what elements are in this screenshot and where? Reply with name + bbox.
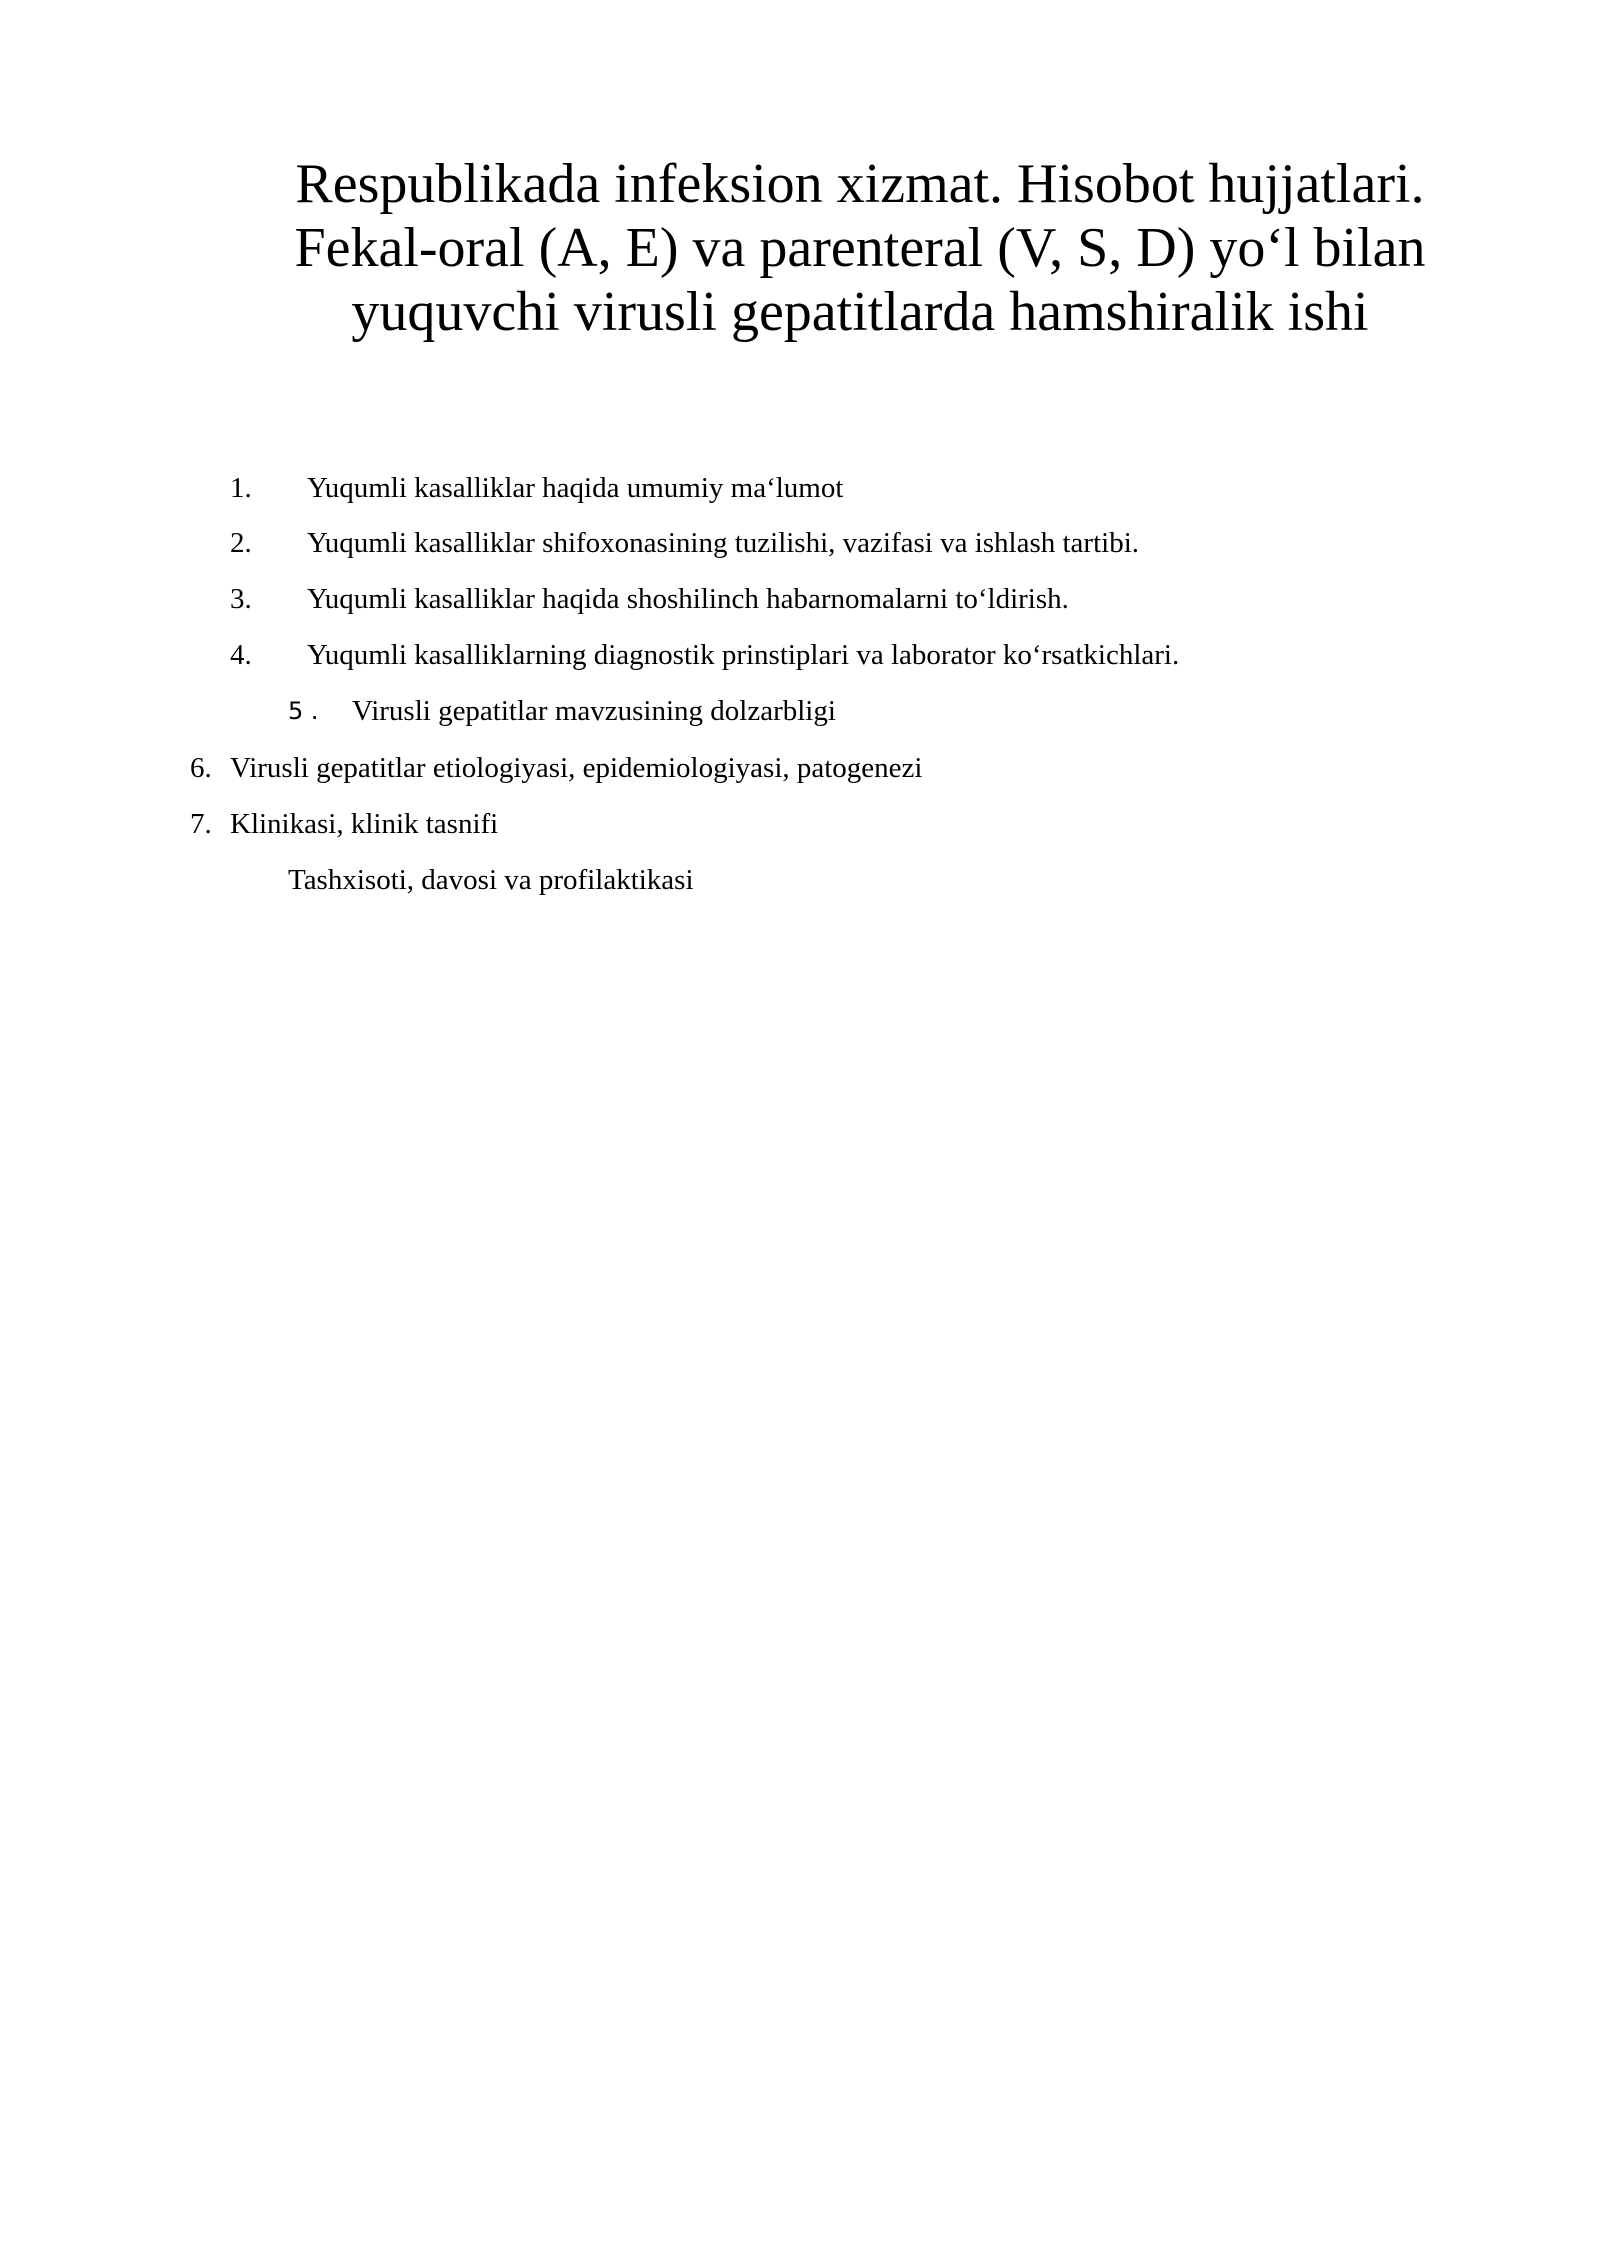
- list-item-number: 3.: [230, 583, 252, 615]
- document-title: [190, 152, 1530, 344]
- list-item-text: Yuqumli kasalliklarning diagnostik prinstiplari va laborator ko‘rsatkichlari.: [307, 639, 1180, 671]
- list-item-text: Yuqumli kasalliklar shifoxonasining tuzilishi, vazifasi va ishlash tartibi.: [307, 527, 1140, 559]
- list-item: [190, 750, 922, 786]
- list-item: [230, 637, 1179, 673]
- list-item-number: 2.: [230, 527, 252, 559]
- list-item-number: 7.: [190, 808, 212, 840]
- list-item-number: 5 .: [288, 697, 319, 725]
- list-item: [190, 806, 498, 842]
- list-item-number: 1.: [230, 472, 252, 504]
- list-item: [230, 470, 843, 506]
- title-line-3: yuquvchi virusli gepatitlarda hamshiralik ishi: [351, 281, 1369, 343]
- list-item-text: Yuqumli kasalliklar haqida shoshilinch habarnomalarni to‘ldirish.: [307, 583, 1069, 615]
- list-item: [230, 581, 1069, 617]
- title-line-1: Respublikada infeksion xizmat. Hisobot hujjatlari.: [295, 153, 1425, 215]
- title-line-2: Fekal-oral (A, E) va parenteral (V, S, D) yo‘l bilan: [294, 217, 1426, 279]
- list-item-text: Tashxisoti, davosi va profilaktikasi: [288, 864, 694, 896]
- list-item-text: Virusli gepatitlar mavzusining dolzarbligi: [352, 695, 836, 727]
- list-item-text: Yuqumli kasalliklar haqida umumiy ma‘lumot: [307, 472, 844, 504]
- list-item-text: Virusli gepatitlar etiologiyasi, epidemiologiyasi, patogenezi: [230, 752, 923, 784]
- list-item: [288, 693, 836, 729]
- list-item-text: Klinikasi, klinik tasnifi: [230, 808, 499, 840]
- list-item: [230, 525, 1139, 561]
- list-item-number: 4.: [230, 639, 252, 671]
- list-item: [288, 862, 694, 898]
- list-item-number: 6.: [190, 752, 212, 784]
